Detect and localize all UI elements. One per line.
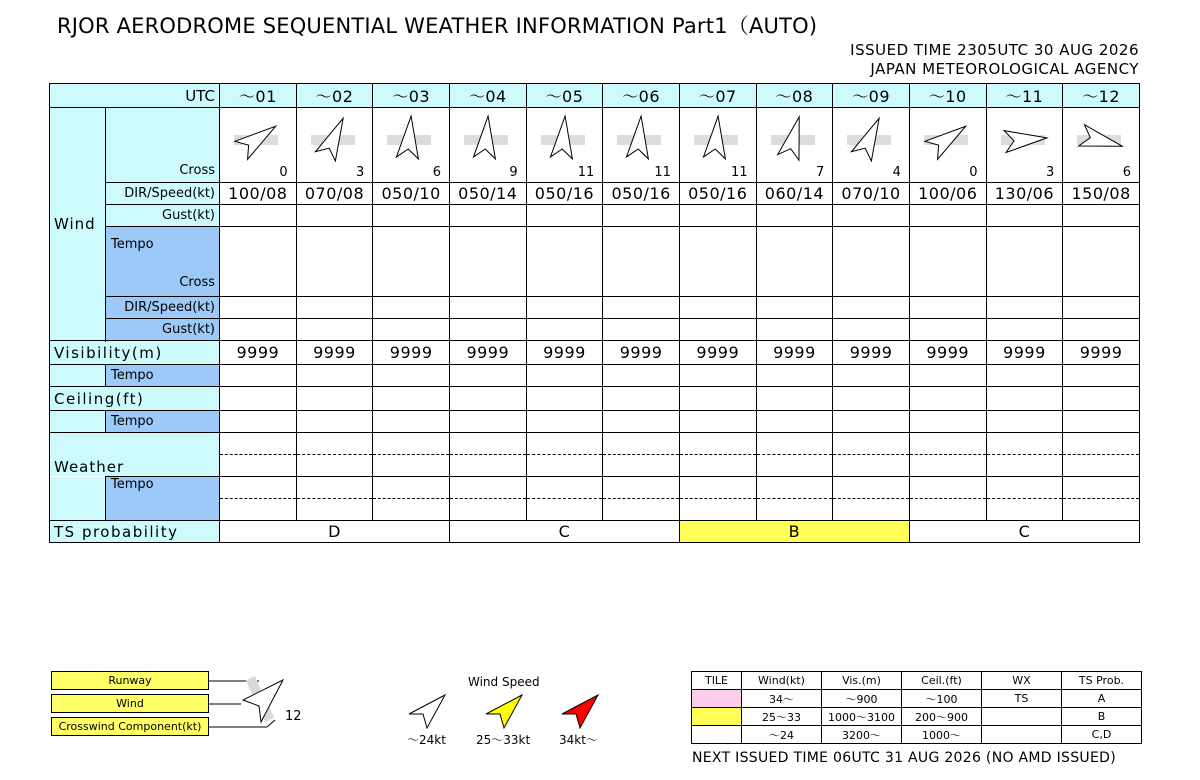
dir-speed-row (50, 183, 1140, 205)
empty-cell (909, 387, 986, 411)
weather-cell (756, 433, 833, 455)
dir-speed-value: 050/16 (603, 183, 680, 205)
blank (50, 411, 106, 433)
ts-prob-value: D (220, 521, 450, 543)
weather-cell (449, 477, 526, 499)
visibility-value: 9999 (449, 341, 526, 365)
empty-cell (756, 319, 833, 341)
hour-11: ～11 (986, 84, 1063, 108)
empty-cell (833, 319, 910, 341)
visibility-value: 9999 (1063, 341, 1140, 365)
wind-arrow-icon (993, 112, 1053, 170)
crosswind-value: 11 (577, 165, 595, 180)
tile-cell: C,D (1062, 726, 1142, 744)
visibility-value: 9999 (833, 341, 910, 365)
empty-cell (220, 227, 297, 297)
dir-speed-value: 050/10 (373, 183, 450, 205)
empty-cell (603, 387, 680, 411)
wind-arrow-icon (916, 112, 976, 170)
legend-sample-icon (207, 672, 297, 736)
tempo-label: Tempo (111, 237, 154, 252)
empty-cell (986, 297, 1063, 319)
hour-10: ～10 (909, 84, 986, 108)
empty-cell (1063, 319, 1140, 341)
dir-speed-value: 070/08 (296, 183, 373, 205)
weather-cell (986, 477, 1063, 499)
weather-cell (1063, 433, 1140, 455)
issued-time: ISSUED TIME 2305UTC 30 AUG 2026 (850, 41, 1139, 59)
empty-cell (296, 297, 373, 319)
empty-cell (833, 365, 910, 387)
empty-cell (756, 387, 833, 411)
tile-header: Wind(kt) (742, 672, 822, 690)
weather-cell (833, 455, 910, 477)
page-title: RJOR AERODROME SEQUENTIAL WEATHER INFORMATION Part1（AUTO) (57, 14, 818, 38)
empty-cell (909, 319, 986, 341)
empty-cell (756, 365, 833, 387)
hour-07: ～07 (679, 84, 756, 108)
empty-cell (909, 297, 986, 319)
dir-speed-value: 070/10 (833, 183, 910, 205)
wind-arrow-red-icon (558, 692, 602, 730)
empty-cell (449, 205, 526, 227)
tile-cell: 34～ (742, 690, 822, 708)
weather-cell (603, 477, 680, 499)
empty-cell (296, 319, 373, 341)
hour-01: ～01 (220, 84, 297, 108)
tile-color-swatch (692, 726, 742, 744)
weather-cell (679, 455, 756, 477)
tile-cell: 25～33 (742, 708, 822, 726)
weather-cell (296, 455, 373, 477)
empty-cell (1063, 227, 1140, 297)
utc-row (50, 84, 1140, 108)
wind-arrow-icon (456, 112, 516, 170)
crosswind-value: 4 (892, 165, 901, 180)
wind-speed-title: Wind Speed (468, 675, 540, 689)
visibility-value: 9999 (296, 341, 373, 365)
empty-cell (526, 387, 603, 411)
empty-cell (1063, 365, 1140, 387)
tile-header: TILE (692, 672, 742, 690)
visibility-tempo-label: Tempo (106, 365, 220, 387)
empty-cell (1063, 387, 1140, 411)
empty-cell (833, 205, 910, 227)
weather-cell (296, 433, 373, 455)
empty-cell (986, 227, 1063, 297)
tile-cell: ～900 (822, 690, 902, 708)
ceiling-tempo-row (50, 411, 1140, 433)
visibility-value: 9999 (220, 341, 297, 365)
visibility-value: 9999 (373, 341, 450, 365)
blank (50, 477, 106, 521)
crosswind-value: 11 (654, 165, 671, 180)
ts-prob-value: C (909, 521, 1139, 543)
empty-cell (373, 227, 450, 297)
wind-arrow-icon (226, 112, 286, 170)
weather-cell (220, 455, 297, 477)
weather-cell (756, 455, 833, 477)
weather-cell (679, 477, 756, 499)
wind-arrow-icon (1069, 112, 1129, 170)
wind-arrow-icon (303, 112, 363, 170)
wind-speed-label-2: 25～33kt (476, 733, 531, 747)
weather-cell (679, 499, 756, 521)
empty-cell (449, 411, 526, 433)
hour-05: ～05 (526, 84, 603, 108)
empty-cell (220, 319, 297, 341)
tempo-cross-label-cell (106, 227, 220, 297)
wind-arrow-icon (686, 112, 746, 170)
empty-cell (603, 227, 680, 297)
weather-cell (1063, 477, 1140, 499)
ts-row (50, 521, 1140, 543)
wind-arrow-icon (763, 112, 823, 170)
empty-cell (526, 297, 603, 319)
empty-cell (296, 387, 373, 411)
empty-cell (909, 227, 986, 297)
wind-speed-label-1: ～24kt (407, 733, 446, 747)
visibility-value: 9999 (756, 341, 833, 365)
weather-cell (373, 477, 450, 499)
blank (50, 365, 106, 387)
tile-row (692, 726, 1142, 744)
wind-speed-label-3: 34kt～ (559, 733, 598, 747)
weather-cell (679, 433, 756, 455)
dir-speed-value: 150/08 (1063, 183, 1140, 205)
tile-header-row (692, 672, 1142, 690)
dir-speed-value: 100/06 (909, 183, 986, 205)
tile-cell: 1000～3100 (822, 708, 902, 726)
weather-cell (296, 477, 373, 499)
empty-cell (373, 319, 450, 341)
legend-runway: Runway (51, 671, 209, 690)
dir-speed-label: DIR/Speed(kt) (106, 183, 220, 205)
hour-06: ～06 (603, 84, 680, 108)
tempo-dir-row (50, 297, 1140, 319)
wind-cross-cell (756, 108, 833, 183)
tile-legend-table (691, 671, 1142, 744)
next-issued: NEXT ISSUED TIME 06UTC 31 AUG 2026 (NO AMD ISSUED) (692, 750, 1116, 766)
crosswind-value: 0 (279, 165, 288, 180)
tile-row (692, 708, 1142, 726)
empty-cell (1063, 205, 1140, 227)
hour-03: ～03 (373, 84, 450, 108)
tile-cell (982, 708, 1062, 726)
empty-cell (220, 365, 297, 387)
empty-cell (373, 387, 450, 411)
tile-cell (982, 726, 1062, 744)
weather-cell (909, 477, 986, 499)
empty-cell (220, 411, 297, 433)
weather-cell (833, 433, 910, 455)
wind-cross-cell (679, 108, 756, 183)
tempo-cross-label: Cross (179, 275, 215, 290)
empty-cell (526, 411, 603, 433)
empty-cell (679, 227, 756, 297)
empty-cell (679, 411, 756, 433)
empty-cell (296, 205, 373, 227)
empty-cell (603, 365, 680, 387)
weather-row-3 (50, 477, 1140, 499)
weather-cell (373, 499, 450, 521)
empty-cell (1063, 411, 1140, 433)
empty-cell (373, 365, 450, 387)
empty-cell (296, 411, 373, 433)
empty-cell (449, 387, 526, 411)
tile-header: WX (982, 672, 1062, 690)
hour-04: ～04 (449, 84, 526, 108)
weather-cell (526, 477, 603, 499)
empty-cell (220, 387, 297, 411)
weather-cell (909, 433, 986, 455)
crosswind-value: 7 (815, 165, 825, 180)
crosswind-value: 0 (969, 165, 978, 180)
empty-cell (909, 365, 986, 387)
weather-cell (986, 455, 1063, 477)
empty-cell (756, 411, 833, 433)
crosswind-value: 6 (1122, 165, 1131, 180)
wind-cross-cell (1063, 108, 1140, 183)
empty-cell (373, 297, 450, 319)
visibility-label: Visibility(m) (50, 341, 220, 365)
empty-cell (909, 205, 986, 227)
weather-cell (220, 433, 297, 455)
ceiling-row (50, 387, 1140, 411)
utc-label: UTC (50, 84, 220, 108)
wind-cross-cell (833, 108, 910, 183)
empty-cell (449, 319, 526, 341)
dir-speed-value: 050/14 (449, 183, 526, 205)
empty-cell (986, 365, 1063, 387)
weather-cell (1063, 499, 1140, 521)
dir-speed-value: 050/16 (679, 183, 756, 205)
hour-02: ～02 (296, 84, 373, 108)
weather-cell (603, 455, 680, 477)
weather-cell (449, 433, 526, 455)
visibility-value: 9999 (603, 341, 680, 365)
wind-arrow-icon (609, 112, 669, 170)
wind-cross-cell (220, 108, 297, 183)
empty-cell (603, 205, 680, 227)
tile-cell: 3200～ (822, 726, 902, 744)
crosswind-value: 11 (731, 165, 748, 180)
tile-color-swatch (692, 708, 742, 726)
empty-cell (679, 387, 756, 411)
empty-cell (373, 205, 450, 227)
empty-cell (833, 297, 910, 319)
visibility-value: 9999 (909, 341, 986, 365)
wind-cross-cell (603, 108, 680, 183)
empty-cell (296, 227, 373, 297)
agency-name: JAPAN METEOROLOGICAL AGENCY (870, 60, 1139, 78)
wind-cross-cell (986, 108, 1063, 183)
dir-speed-value: 060/14 (756, 183, 833, 205)
tile-cell: ～24 (742, 726, 822, 744)
hour-09: ～09 (833, 84, 910, 108)
crosswind-value: 6 (432, 165, 441, 180)
weather-cell (986, 433, 1063, 455)
ts-label: TS probability (50, 521, 220, 543)
tempo-gust-label: Gust(kt) (106, 319, 220, 341)
weather-cell (373, 455, 450, 477)
tile-cell: 200～900 (902, 708, 982, 726)
wind-cross-cell (449, 108, 526, 183)
weather-cell (756, 499, 833, 521)
tempo-gust-row (50, 319, 1140, 341)
weather-cell (526, 433, 603, 455)
ts-prob-value: C (449, 521, 679, 543)
tempo-dir-label: DIR/Speed(kt) (106, 297, 220, 319)
empty-cell (449, 297, 526, 319)
empty-cell (679, 205, 756, 227)
empty-cell (526, 365, 603, 387)
weather-cell (220, 477, 297, 499)
empty-cell (986, 205, 1063, 227)
empty-cell (909, 411, 986, 433)
empty-cell (603, 411, 680, 433)
cross-label: Cross (106, 108, 220, 183)
wind-arrow-icon (379, 112, 439, 170)
cross-row (50, 108, 1140, 183)
weather-cell (909, 499, 986, 521)
empty-cell (833, 387, 910, 411)
empty-cell (986, 319, 1063, 341)
tile-cell: B (1062, 708, 1142, 726)
empty-cell (526, 319, 603, 341)
dir-speed-value: 130/06 (986, 183, 1063, 205)
weather-table (49, 83, 1140, 543)
visibility-row (50, 341, 1140, 365)
empty-cell (986, 411, 1063, 433)
weather-cell (449, 455, 526, 477)
hour-08: ～08 (756, 84, 833, 108)
empty-cell (833, 227, 910, 297)
crosswind-value: 3 (1045, 165, 1055, 180)
ceiling-tempo-label: Tempo (106, 411, 220, 433)
empty-cell (986, 387, 1063, 411)
tile-cell: TS (982, 690, 1062, 708)
visibility-tempo-row (50, 365, 1140, 387)
empty-cell (526, 227, 603, 297)
weather-cell (1063, 455, 1140, 477)
empty-cell (833, 411, 910, 433)
wind-cross-cell (526, 108, 603, 183)
empty-cell (220, 297, 297, 319)
visibility-value: 9999 (679, 341, 756, 365)
weather-row-1 (50, 433, 1140, 455)
weather-cell (296, 499, 373, 521)
tile-cell: A (1062, 690, 1142, 708)
issued-info (850, 41, 1139, 79)
tile-header: Vis.(m) (822, 672, 902, 690)
visibility-value: 9999 (986, 341, 1063, 365)
empty-cell (603, 297, 680, 319)
empty-cell (756, 297, 833, 319)
tile-color-swatch (692, 690, 742, 708)
empty-cell (679, 297, 756, 319)
weather-cell (603, 499, 680, 521)
weather-cell (449, 499, 526, 521)
empty-cell (603, 319, 680, 341)
weather-cell (603, 433, 680, 455)
legend-crosswind: Crosswind Component(kt) (51, 717, 209, 736)
wind-arrow-white-icon (405, 692, 449, 730)
visibility-value: 9999 (526, 341, 603, 365)
tempo-cross-row (50, 227, 1140, 297)
empty-cell (373, 411, 450, 433)
weather-cell (833, 477, 910, 499)
crosswind-value: 9 (509, 165, 518, 180)
empty-cell (756, 227, 833, 297)
tile-header: Ceil.(ft) (902, 672, 982, 690)
weather-cell (756, 477, 833, 499)
legend-wind: Wind (51, 694, 209, 713)
wind-cross-cell (909, 108, 986, 183)
tile-cell: 1000～ (902, 726, 982, 744)
weather-cell (986, 499, 1063, 521)
dir-speed-value: 050/16 (526, 183, 603, 205)
gust-label: Gust(kt) (106, 205, 220, 227)
wind-arrow-icon (839, 112, 899, 170)
dir-speed-value: 100/08 (220, 183, 297, 205)
ceiling-label: Ceiling(ft) (50, 387, 220, 411)
empty-cell (296, 365, 373, 387)
hour-12: ～12 (1063, 84, 1140, 108)
gust-row (50, 205, 1140, 227)
empty-cell (1063, 297, 1140, 319)
weather-label: Weather (50, 433, 220, 477)
empty-cell (679, 319, 756, 341)
empty-cell (756, 205, 833, 227)
empty-cell (220, 205, 297, 227)
tile-row (692, 690, 1142, 708)
wind-cross-cell (373, 108, 450, 183)
empty-cell (526, 205, 603, 227)
crosswind-value: 3 (356, 165, 365, 180)
empty-cell (679, 365, 756, 387)
wind-label: Wind (50, 108, 106, 341)
weather-cell (526, 455, 603, 477)
wind-cross-cell (296, 108, 373, 183)
ts-prob-value: B (679, 521, 909, 543)
weather-cell (833, 499, 910, 521)
weather-cell (526, 499, 603, 521)
weather-cell (373, 433, 450, 455)
weather-cell (909, 455, 986, 477)
legend-sample-value: 12 (285, 709, 302, 724)
wind-arrow-yellow-icon (482, 692, 526, 730)
empty-cell (449, 227, 526, 297)
weather-tempo-label: Tempo (106, 477, 220, 521)
empty-cell (449, 365, 526, 387)
tile-header: TS Prob. (1062, 672, 1142, 690)
wind-arrow-icon (533, 112, 593, 170)
tile-cell: ～100 (902, 690, 982, 708)
weather-cell (220, 499, 297, 521)
